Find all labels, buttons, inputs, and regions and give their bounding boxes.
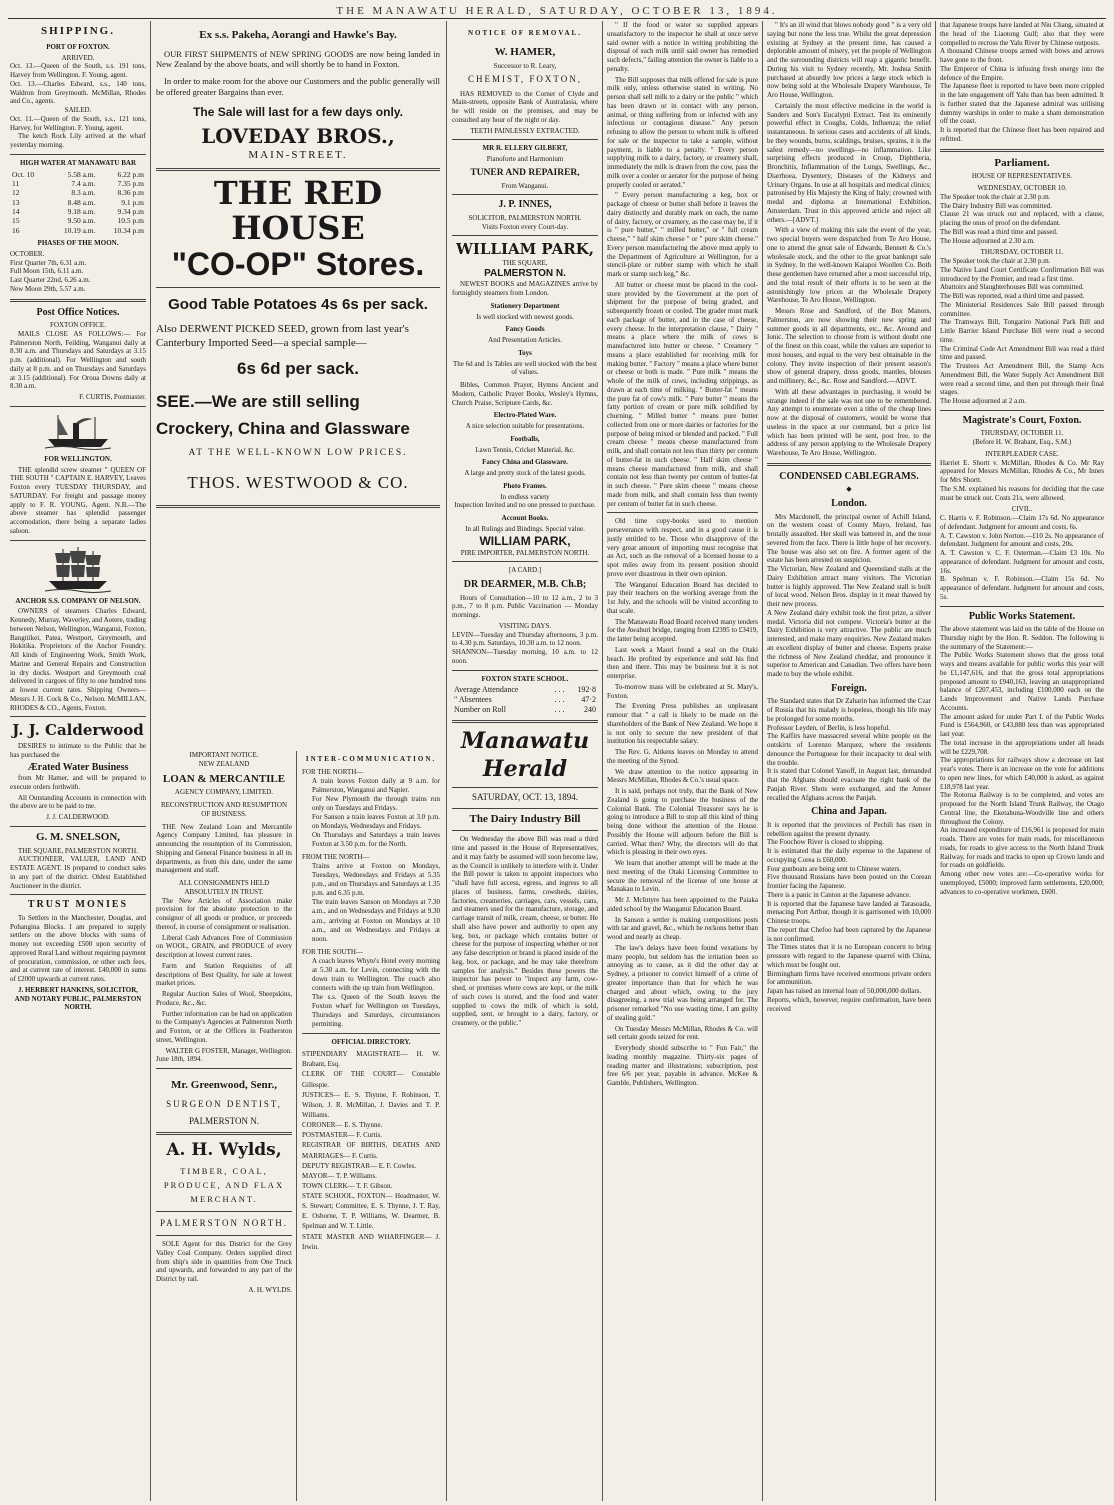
chemist-heading: CHEMIST, FOXTON,	[468, 74, 582, 85]
article-paragraph: All butter or cheese must be placed in the cool-store provided by the Government at the port of shipment for the purpose of being graded, and subsequently frozen or cooled. The grader must mark each package of butter, and in the case of cheese, every cheese. In the interpretation clause, " Dairy " means a place where the milk of cows is manufactured into butter or cheese. " Creamery " means a place established for receiving milk for making butter. " Factory " means a place where butter or cheese or both is made. " Pure milk " means the whole of the milk of cows, including strippings, as drawn at each time of milking. " Butter-fat " means the pure fat of cow's milk. " Pure butter " means the fatty portion of cream or pure milk solidified by churning. " Milled butter " means pure butter collected from one or more dairies or factories for the purpose of being mixed or blended and packed. " Full cream cheese " means cheese manufactured from milk, and shall contain not less than thirty per centum of butter-fat in such cheese. " Half skim cheese " means cheese manufactured from milk, and shall contain not less than twenty per centum of butter-fat in such cheese. " Pure skim cheese " means cheese made from milk, and shall contain less than twenty per centum of butter fat in such cheese.	[607, 280, 758, 508]
tide-row-cell: 10.19 a.m.	[63, 225, 96, 235]
article-paragraph: The Manawatu Road Board received many tenders for the Awahuri bridge, ranging from £2395 to £3419, the latter being accepted.	[607, 617, 758, 643]
civil-heading: CIVIL.	[1011, 505, 1033, 514]
tide-row-cell: 7.4 a.m.	[71, 178, 96, 188]
school-row	[452, 705, 598, 715]
inter-communication	[302, 751, 440, 1252]
football-heading: Footballs,	[510, 434, 540, 443]
south-text: A coach leaves Whyte's Hotel every morning at 5.30 a.m. for Levin, connecting with the down train to Wellington. The coach also connects with the up train from Wellington. The s.s. Queen of the South leaves the Foxton wharf for Wellington on Tuesdays, Thursdays and Saturdays, circumstances permitting.	[312, 956, 440, 1029]
loveday-heading: LOVEDAY BROS.,	[201, 124, 395, 149]
magistrate-text: Harriet E. Shortt v. McMillan, Rhodes & Co. Mr Ray appeared for Messrs McMillan, Rhodes & Co., Mr Innes for Mrs Shortt. The S.M. explained his reasons for deciding that the case must be struck out. Costs 21s, were allowed.	[940, 458, 1104, 502]
tide-row-cell: 9.34 p.m	[117, 207, 144, 216]
electro-heading: Electro-Plated Ware.	[493, 411, 557, 420]
article-paragraph: With all these advantages in purchasing, it would be strange indeed if the sale was not one to be remembered. Any attempt to enumerate even a tithe of the cheap lines now at the disposal of customers, would be worse that useless in the space at our command, but a price list which has been printed will be sent, post free, to the address of any person applying to the Wholesale Drapery Warehouse, Te Aro House, Wellington.	[767, 387, 931, 457]
photo-text: In endless variety	[500, 492, 550, 501]
masthead: THE MANAWATU HERALD, SATURDAY, OCTOBER 13, 1894.	[336, 5, 778, 17]
dearmer-text: Hours of Consultation—10 to 12 a.m., 2 to 3 p.m., 7 to 8 p.m. Public Vaccination — Monday mornings.	[452, 593, 598, 620]
article-paragraph: " Every person manufacturing a keg, box or package of cheese or butter shall before it leaves the dairy distinctly and durably mark on each, the name of dairy, factory, or creamery, as the case may be, if it is " pure butter," " milled butter," or " full cream cheese," " half skim cheese " or " pure skim cheese." Every person manufacturing the above must apply to the Department of Agriculture at Wellington, for a stencil-plate or rubber stamp with which he shall mark or stamp such keg," &c.	[607, 191, 758, 278]
school-row	[452, 695, 598, 705]
article-paragraph: In Sanson a settler is making compositions posts with tar and gravel, &c., which he reckons better than wood and nearly as cheap.	[607, 915, 758, 941]
divider	[156, 1235, 292, 1236]
wednesday-heading: WEDNESDAY, OCTOBER 10.	[977, 184, 1067, 192]
divider	[10, 299, 146, 302]
park2-sub: PIRE IMPORTER, PALMERSTON NORTH.	[460, 548, 590, 557]
school-row	[452, 685, 598, 695]
sale-heading: The Sale will last for a few days only.	[193, 105, 403, 120]
tide-row-cell: 13	[12, 197, 20, 207]
article-paragraph: Messrs Rose and Sandford, of the Box Manors, Palmerston, are now showing their new spring and summer goods in all departments, etc., &c. Around and Ionic. The selection to choose from is without doubt one of the finest on this coast, while the values are superior to most houses, and equal to the very best obtainable in the colony. They invite inspection of their present season's show of general drapery, dress goods, mantles, blouses and millinery, &c., &c. Rose and Sandford.—ADVT.	[767, 307, 931, 385]
low-prices: AT THE WELL-KNOWN LOW PRICES.	[188, 448, 408, 459]
park-text: NEWEST BOOKS and MAGAZINES arrive by fortnightly steamers from London.	[452, 280, 598, 298]
tide-table	[10, 170, 146, 236]
visiting-text: LEVIN—Tuesday and Thursday afternoons, 3 p.m. to 4.30 p.m. Saturdays, 10.30 a.m. to 12 noon. SHANNON—Tuesday morning, 10 a.m. to 12 noon.	[452, 630, 598, 665]
tide-row-cell: 10.5 p.m	[117, 216, 144, 226]
wylds-sub: TIMBER, COAL, PRODUCE, AND FLAX MERCHANT.	[163, 1165, 285, 1205]
tide-row-cell: 5.58 a.m.	[67, 169, 96, 179]
crockery-heading: SEE.—We are still selling Crockery, China and Glassware	[156, 391, 410, 438]
wellington-heading: FOR WELLINGTON.	[44, 454, 112, 463]
divider	[10, 154, 146, 155]
school-row-cell: 47·2	[581, 695, 596, 705]
herald-date: SATURDAY, OCT. 13, 1894.	[471, 792, 579, 803]
divider	[156, 1211, 292, 1212]
column-rule	[762, 21, 763, 1501]
account-heading: Account Books.	[501, 514, 549, 523]
loan-text-2: The New Articles of Association make provision for the absolute protection to the consignor of all goods or produce, or proceeds thereof, in course of consignment or realisation.	[156, 896, 292, 931]
inter-heading: INTER-COMMUNICATION.	[305, 755, 437, 763]
tide-row	[10, 198, 146, 207]
hamer-text: HAS REMOVED to the Corner of Clyde and Main-streets, opposite Bank of Australasia, where he will reside on the premises, and may be consulted any hour of the night or day.	[452, 89, 598, 124]
china-japan-text: It is reported that the provinces of Pechili has risen in rebellion against the present dynasty. The Foochow River is closed to shipping. It is estimated that the daily expense to the Japanese of occupying Corea is £60,000. Four gunboats are being sent to Chinese waters. Five thousand Russians have been posted on the Corean frontier facing the Japanese. There is a panic in Canton at the Japanese advance. It is reported that the Japanese have landed at Tarasoada, menacing Port Arthur, though it is garrisoned with 10,000 Chinese troops. The report that Chefoo had been captured by the Japanese is not confirmed. The Times states that it is no European concern to bring pressure with regard to the Japanese quarrel with China, which must be fought out. Birmingham firms have received enormous private orders for ammunition. Japan has raised an internal loan of 50,000,000 dollars. Reports, which, however, require confirmation, have been received	[767, 820, 931, 1013]
divider	[156, 287, 440, 288]
tide-row	[10, 226, 146, 235]
hankins-sign: J. HERBERT HANKINS, SOLICITOR, AND NOTARY PUBLIC, PALMERSTON NORTH.	[14, 985, 142, 1012]
article-paragraph: " It's an ill wind that blows nobody good " is a very old saying but none the less true. Whilst the great depression existing at Sydney at the present time, has caused a deplorable amount of misery, yet the people of Wellington and the surrounding districts will reap a gigantic benefit. During his visit to Sydney recently, Mr. Joshua Smith purchased at absurdly low prices a large stock which is now being sold at the Wholesale Drapery Warehouse, Te Aro House, Wellington.	[767, 21, 931, 99]
pakeha-text-2: In order to make room for the above our Customers and the public generally will be offered greater Bargains than ever.	[156, 76, 440, 97]
snelson-heading: G. M. SNELSON,	[35, 830, 121, 843]
fancy-text: And Presentation Articles.	[488, 336, 562, 345]
removal-heading: NOTICE OF REMOVAL.	[468, 29, 582, 37]
school-table	[452, 685, 598, 715]
tide-row-cell: 6.22 p.m	[117, 169, 144, 179]
moon-heading: PHASES OF THE MOON.	[37, 239, 119, 248]
post-office-heading: Post Office Notices.	[36, 306, 120, 318]
school-heading: FOXTON STATE SCHOOL.	[481, 674, 569, 683]
potatoes-heading: Good Table Potatoes 4s 6s per sack.	[168, 296, 428, 314]
bibles-text: Bibles, Common Prayer, Hymns Ancient and Modern, Catholic Prayer Books, Wesley's Hymns, Church Praise, Scripture Cards, &c.	[452, 381, 598, 407]
column-rule	[150, 21, 151, 1501]
loan-mercantile-ad	[156, 751, 292, 1295]
port-heading: PORT OF FOXTON.	[46, 42, 110, 51]
school-row-cell: 240	[584, 705, 596, 715]
divider	[452, 194, 598, 195]
public-works-text: The above statement was laid on the table of the House on Thursday night by the Hon. R. Seddon. The following is the summary of the Statement:— The Public Works Statement shows that the gross total ways and means available for public works this year will be £1,147,616, and that the gross total appropriations proposed amount to £940,163, leaving an unappropriated balance of £207,453, including £100,000 each on the Lands Improvement and Native Lands Purchase Accounts. The amount asked for under Part I. of the Public Works Fund is £564,960, or £43,880 less than was appropriated last year. The total increase in the appropriations under all heads will be £229,708. The appropriations for railways show a decrease on last year's votes. There is an increase on the vote for additions to open new lines, for which £40,000 is asked, as against £18,978 last year. The Rotorua Railway is to be completed, and votes are proposed for the North Island Trunk Railway, the Otago Central line, the Eketahuna-Woodville line and others throughout the Colony. An increased expenditure of £16,961 is proposed for main roads. There are votes for main roads, for miscellaneous roads, for roads to give access to the North Island Trunk Railway, for roads and tracks to open up Crown lands and for roads on goldfields. Among other new votes are:—Co-operative works for unemployed, £5000; improved farm settlements, £20,000; advances to co-operative workmen, £600.	[940, 625, 1104, 896]
calderwood-text: DESIRES to intimate to the Public that he has purchased the	[10, 742, 146, 759]
tide-row-cell: 9.50 a.m.	[67, 216, 96, 226]
divider	[607, 512, 758, 513]
anchor-heading: ANCHOR S.S. COMPANY OF NELSON.	[15, 596, 141, 605]
greenwood-sub: SURGEON DENTIST,	[166, 1098, 282, 1109]
loan-nz: NEW ZEALAND	[198, 759, 250, 768]
calderwood-text-2: from Mr Hamer, and will be prepared to execute orders forthwith.	[10, 774, 146, 791]
sailing-ship-icon	[43, 545, 113, 593]
column-rule	[935, 21, 936, 1501]
article-paragraph: On Tuesday Messrs McMillan, Rhodes & Co. will sell certain goods seized for rent.	[607, 1024, 758, 1042]
greenwood-town: PALMERSTON N.	[188, 1116, 260, 1126]
loan-heading: LOAN & MERCANTILE	[162, 772, 286, 785]
school-row-cell: " Absentees	[454, 695, 492, 705]
account-text: In all Rulings and Bindings. Special value.	[465, 524, 585, 533]
sailed-label: SAILED.	[64, 106, 92, 114]
column-7	[940, 21, 1104, 1501]
trust-monies-text: To Settlers in the Manchester, Douglas, and Pohangina Blocks. I am prepared to supply settlers on the above blocks with sums of money not exceeding £500 upon security of approved Rural Land without requiring payment of procuration, commission, or other such fees, and at current rate of interest. £40,000 in sums of £2000 upwards at current rates.	[10, 913, 146, 984]
column-rule	[602, 21, 603, 1501]
column-4	[452, 21, 598, 1501]
divider	[940, 410, 1104, 411]
calderwood-text-3: All Outstanding Accounts in connection with the above are to be paid to me.	[10, 793, 146, 811]
wylds-sign: A. H. WYLDS.	[248, 1285, 292, 1294]
london-text: Mrs Macdonell, the principal owner of Achill Island, on the western coast of County Mayo, Ireland, has brutally assaulted. Her skull was battered in, and the nose severed from the face. There is little hope of her recovery. The house was also set on fire. A former agent of the estate has been arrested on suspicion. The Victorian, New Zealand and Queensland stalls at the Dairy Exhibition attract many visitors. The Victorian butter is highly approved. The New Zealand stall is built of local wood. Nelson Bros. display in it meat thawed by their new process. A New Zealand dairy exhibit took the first prize, a silver medal. Victoria did not compete. Victoria's butter at the Dairy Exhibition is very attractive. The public are much interested, and make many enquiries. New Zealand makes an excellent display of butter and cheese. Experts praise the richness of New Zealand cheddar, and pronounce it superior to American and Canadian. Two offers have been made to buy the whole exhibit.	[767, 512, 931, 678]
article-paragraph: Mr J. McIntyre has been appointed to the Paiaka aided school by the Wanganui Education Board.	[607, 896, 758, 913]
article-paragraph: The law's delays have been found vexations by many people, but seldom has the irritation been so annoying as to cause, as it did the other day at Sydney, a prisoner to convict himself of a crime of greater importance than that for which he was charged and about which, owing to the jury disagreeing, a new trial was being arranged for. The prisoner remarked "No use wasting time, I am guilty of stealing gold."	[607, 943, 758, 1022]
greenwood-heading: Mr. Greenwood, Senr.,	[171, 1079, 277, 1091]
london-heading: London.	[831, 498, 867, 509]
divider	[156, 505, 440, 508]
toys-heading: Toys	[518, 348, 532, 357]
divider	[452, 787, 598, 788]
divider	[452, 235, 598, 236]
park-town: PALMERSTON N.	[484, 267, 566, 279]
divider	[940, 606, 1104, 607]
article-paragraph: With a view of making this sale the event of the year, two special buyers were despatched from Te Aro House, one to attend the great sale of Edwards, Bennett & Co.'s wholesale stock, and the other to the great bankrupt sale in Sydney. In the well-known Kaiapoi Woollen Co. Both these gentlemen have returned after a most successful trip, and the total result of their efforts is to be seen at the astonishingly low prices at the Wholesale Drapery Warehouse, Te Aro House, Wellington.	[767, 226, 931, 305]
school-row-cell: . . .	[554, 695, 565, 705]
tide-row-cell: 9.1 p.m	[121, 197, 144, 207]
public-works-heading: Public Works Statement.	[968, 610, 1076, 622]
card-label: [A CARD.]	[508, 566, 542, 575]
parliament-sub: HOUSE OF REPRESENTATIVES.	[971, 172, 1073, 181]
tide-row-cell: 10.34 p.m	[113, 225, 144, 235]
arrived-label: ARRIVED.	[61, 53, 95, 62]
tide-heading: HIGH WATER AT MANAWATU BAR	[19, 158, 137, 167]
dearmer-heading: DR DEARMER, M.B. Ch.B;	[463, 579, 587, 591]
wylds-heading: A. H. Wylds,	[166, 1140, 282, 1161]
divider	[940, 149, 1104, 152]
fancy-heading: Fancy Goods	[505, 325, 545, 334]
article-paragraph: The Rev. G. Aitkens leaves on Monday to attend the meeting of the Synod.	[607, 748, 758, 765]
wellington-text: THE splendid screw steamer " QUEEN OF THE SOUTH " CAPTAIN E. HARVEY, Leaves Foxton every TUESDAY THURSDAY, and SATURDAY. For freight and passage money apply to F. R. YOUNG, Agent. N.B.—The above steamer has splendid passenger accomodation, there being a separate ladies saloon.	[10, 465, 146, 535]
school-row-cell: Average Attendance	[454, 685, 519, 695]
article-paragraph: The Evening Press publishes an unpleasant rumour that " a call is likely to be made on the shareholders of the Bank of New Zealand. We hope it is not only to secure the new president of that institution his respectable salary.	[607, 702, 758, 746]
derwent-text: Also DERWENT PICKED SEED, grown from last year's Canterbury Imported Seed—a special sample—	[156, 322, 409, 349]
article-paragraph: Last week a Maori found a seal on the Otaki beach. He profited by experience and sold his find then and there. This may be business but it is not enterprise.	[607, 645, 758, 680]
tide-row-cell: 16	[12, 225, 20, 235]
foreign-heading: Foreign.	[831, 682, 867, 694]
tide-row-cell: 9.18 a.m.	[67, 207, 96, 216]
column-6	[767, 21, 931, 1501]
from-north-text: Trains arrive at Foxton on Mondays, Tuesdays, Wednesdays and Fridays at 5.35 p.m., and on Thursdays and Saturdays at 1.35 p.m. and 6.35 p.m. The train leaves Sanson on Mondays at 7.30 a.m., and on Wednesdays and Fridays at 9.30 a.m., arriving at Foxton on Mondays at 10 a.m., and on Wednesdays and Fridays at noon.	[312, 862, 440, 943]
tide-row-cell: 11	[12, 178, 20, 188]
article-paragraph: " If the food or water so supplied appears unsatisfactory to the inspector he shall at once serve said owner with a notice in writing prohibiting the disposal of such milk until said owner has remedied such defects," failing attention the owner is liable to a penalty.	[607, 21, 758, 73]
calderwood-heading: J. J. Calderwood	[12, 721, 144, 740]
tide-row-cell: 12	[12, 188, 20, 198]
snelson-text: AUCTIONEER, VALUER, LAND AND ESTATE AGENT. IS prepared to conduct sales in any part of the district. Oldest Established Auctioneer in the district.	[10, 855, 146, 890]
tide-row	[10, 179, 146, 188]
china-heading: Fancy China and Glassware.	[482, 458, 568, 467]
dairy-heading: The Dairy Industry Bill	[469, 812, 581, 825]
snelson-sub: THE SQUARE, PALMERSTON NORTH.	[18, 846, 138, 855]
pakeha-text: OUR FIRST SHIPMENTS of NEW SPRING GOODS are now being landed in New Zealand by the above boats, and will shortly be to hand in Foxton.	[156, 48, 440, 70]
magistrate-before: (Before H. W. Brabant, Esq., S.M.)	[972, 438, 1072, 446]
loan-text-6: Further information can be had on application to the Company's Agencies at Palmerston North and Foxton, or at the Offices in Featherston street, Wellington.	[156, 1009, 292, 1044]
stationery-text: Is well stocked with newest goods.	[476, 312, 574, 321]
photo-heading: Photo Frames.	[503, 481, 547, 490]
loan-text-3: Liberal Cash Advances Free of Commission on WOOL, GRAIN, and PRODUCE of every description at lowest current rates.	[156, 933, 292, 959]
calderwood-sign: J. J. CALDERWOOD.	[46, 813, 110, 822]
wylds-town: PALMERSTON NORTH.	[160, 1217, 288, 1228]
main-street: MAIN-STREET.	[248, 149, 348, 162]
football-text: Lawn Tennis, Cricket Material, &c.	[475, 445, 575, 454]
loan-date: June 18th, 1894.	[156, 1055, 203, 1064]
divider	[156, 168, 440, 171]
loan-notice: IMPORTANT NOTICE.	[189, 751, 259, 759]
article-paragraph: To-morrow mass will be celebrated at St. Mary's, Foxton.	[607, 682, 758, 700]
interpleader-heading: INTERPLEADER CASE.	[985, 449, 1059, 458]
divider	[10, 894, 146, 895]
article-paragraph: We learn that another attempt will be made at the next meeting of the Otaki Licensing Committee to secure the removal of the license of one house at Manakau to Levin.	[607, 859, 758, 894]
loan-sub: AGENCY COMPANY, LIMITED.	[174, 788, 274, 797]
herald-masthead: Manawatu Herald	[460, 728, 590, 782]
north-text: A train leaves Foxton daily at 9 a.m. for Palmerston, Wanganui and Napier. For New Plymouth the through trains run only on Tuesdays and Fridays. For Sanson a train leaves Foxton at 3.0 p.m. on Mondays, Wednesdays and Fridays. On Thursdays and Saturdays a train leaves Foxton at 3.50 p.m. for the North.	[312, 776, 440, 849]
parliament-heading: Parliament.	[994, 156, 1050, 169]
westwood-heading: THOS. WESTWOOD & CO.	[187, 472, 409, 492]
tide-row-cell: 15	[12, 216, 20, 226]
article-paragraph: It is said, perhaps not truly, that the Bank of New Zealand is going to purchase the business of the Colonial Bank. The Colonial Treasurer says he is going to introduce a Bill to stop all this kind of thing being done without the attention of the House. Possibly the House will adjourn before the Bill is carried. What then? Why, the directors will do that which is pleasing in their own eyes.	[607, 787, 758, 857]
tide-row-cell: 7.35 p.m	[117, 178, 144, 188]
magistrate-heading: Magistrate's Court, Foxton.	[962, 414, 1082, 426]
divider	[452, 670, 598, 671]
divider	[10, 540, 146, 541]
school-row-cell: Number on Roll	[454, 705, 506, 715]
tide-row	[10, 207, 146, 216]
foreign-text: The Standard states that Dr Zaharin has informed the Czar of Russia that his malady is hopeless, though his life may be prolonged for some months. Professor Leyden, of Berlin, is less hopeful. The Kaffirs have massacred several white people on the outskirts of Lorenzo Marquez, where the residents denounce the Portuguese for their incapacity to deal with the trouble. It is stated that Colonel Yanoff, in August last, demanded that the Afghans should evacuate the right bank of the Panjah River. Shots were exchanged, and the Ameer recalled the Afghans across the Panjah.	[767, 697, 931, 802]
hamer-heading: W. HAMER,	[494, 45, 556, 58]
divider	[10, 826, 146, 827]
china-japan-continued: that Japanese troops have landed at Niu Chang, situated at the head of the Liaotong Gulf; also that they were compelled to recross the Yalu River by Chinese outposts. A thousand Chinese troops armed with bows and arrows have gone to the front. The Emperor of China is infusing fresh energy into the defence of the Empire. The Japanese fleet is reported to have been more crippled in the late engagement off Yalu than has been admitted. It is further stated that the Japanese admiral was utilising dummy warships in order to make a sham demonstration off the coast. It is reported that the Chinese fleet has been repaired and refitted.	[940, 21, 1104, 143]
divider	[156, 1132, 292, 1135]
tide-row-cell: 14	[12, 207, 20, 216]
divider	[452, 808, 598, 809]
dairy-text: On Wednesday the above Bill was read a third time and passed in the House of Representatives, and it may fairly be assumed will soon become law, as the Council is unlikely to interfere with it. Under the Bill power is taken to appoint inspectors who "shall have full access, egress, and ingress to all places of business, farms, cowsheds, dairies, factories, creameries, carriages, cars, vessels, cans, and steamers used for the manufacture, storage, and carriage transit of milk, cream, cheese, or butter. He shall also have power and authority to open any keg, box, or package which contains butter or cheese for the purpose of inspecting whether or not any false description or brand is placed inside of the keg, box, or package, and he may take therefrom samples for analysis." Besides these powers the inspector has power to "inspect any farm, cow-shed, or premises where cows are kept, or the milk of such cows is stored, and the food and water supplied to cows the milk of which is sold, supplied, sent, or brought to a dairy, factory, or creamery, or the public."	[452, 835, 598, 1028]
red-house-heading: THE RED HOUSE	[213, 174, 383, 248]
innes-sub: SOLICITOR, PALMERSTON NORTH.	[468, 213, 582, 222]
divider	[452, 139, 598, 140]
post-office-sign: F. CURTIS, Postmaster.	[79, 393, 146, 402]
park-square: THE SQUARE,	[502, 259, 548, 268]
magistrate-date: THURSDAY, OCTOBER 11.	[980, 429, 1064, 438]
coop-heading: "CO-OP" Stores.	[171, 246, 425, 283]
visiting-heading: VISITING DAYS.	[498, 621, 552, 630]
gilbert-heading: MR R. ELLERY GILBERT,	[482, 144, 568, 153]
anchor-text: OWNERS of steamers Charles Edward, Kennedy, Murray, Waverley, and Aotere, trading between Nelson, Wellington, Wanganui, Foxton, Bangitikei, Patea, Westport, Greymouth, and Hokitika. Proprietors of the Anchor Foundry. All kinds of Engineering Work, Smith Work, Marine and General Repairs and Construction in dry docks. Westport and Greymouth coal delivered in cargoes of fifty to one hundred tons at lowest current rates. Shipping Owners—Messrs J. H. Cock & Co., Nelson. McMILLAN, RHODES & CO., Agents, Foxton.	[10, 607, 146, 712]
thursday-text: The Speaker took the chair at 2.30 p.m. The Native Land Court Certificate Confirmation Bill was introduced by the Premier, and read a first time. Abattoirs and Slaughterhouses Bill was committed. The Bill was reported, read a third time and passed. The Ministerial Residences Sale Bill passed through committee. The Tramways Bill, Tongariro National Park Bill and Little Barrier Island Purchase Bill were read a second time. The Criminal Code Act Amendment Bill was read a third time and passed. The Trustees Act Amendment Bill, the Stamp Acts Amendment Bill, the Water Supply Act Amendment Bill were read a second time, and then put through their final stages. The House adjourned at 2 a.m.	[940, 257, 1104, 405]
column-rule	[296, 751, 297, 1501]
article-paragraph: The Bill supposes that milk offered for sale is pure milk only, unless otherwise stated in writing. No person shall sell milk to a dairy or the public " which has been drawn or in contact with any person, animal, or thing suffering from or infected with any infectious or contagious disease." Any person refusing to allow the person to whom milk is offered for sale or the inspector to take a sample, without payment, is liable to a penalty. " Every person supplying milk to a dairy, factory, or creamery shall, immediately the milk is drawn from the cow, pass the milk over a cooler or aerator for the purpose of being properly cooled or aerated."	[607, 75, 758, 189]
article-paragraph: Certainly the most effective medicine in the world is Sanders and Son's Eucalypti Extract. Test its eminently powerful effect in Coughs, Colds, Influenza; the relief instantaneous. In serious cases and accidents of all kinds, be they wounds, burns, scaldings, bruises, sprains, it is the safest remedy—no swellings—no inflammation. Like surprising effects produced in Croup, Diphtheria, Bronchitis, Inflammation of the Lungs, Swellings, &c., Diarrhoea, Dysentery, Diseases of the Kidneys and Urinary Organs. In use at all hospitals and medical clinics; patronised by His Majesty the King of Italy; crowned with medal and diploma at International Exhibition, Amsterdam. Trust in this approved article and reject all others.—[ADVT.]	[767, 101, 931, 224]
cables-heading: CONDENSED CABLEGRAMS.	[779, 470, 919, 482]
official-text: STIPENDIARY MAGISTRATE— H. W. Brabant, Esq. CLERK OF THE COURT— Constable Gillespie. JUSTICES— E. S. Thynne, F. Robinson, T. Wilson, J. R. McMillan, J. Davies and T. P. Williams. CORONER— E. S. Thynne. POSTMASTER— F. Curtis. REGISTRAR OF BIRTHS, DEATHS AND MARRIAGES— F. Curtis. DEPUTY REGISTRAR— E. F. Cowles. MAYOR— T. P. Williams. TOWN CLERK— T. F. Gibson. STATE SCHOOL, FOXTON— Headmaster, W. S. Stewart; Committee, E. S. Thynne, J. T. Ray, E. Osborne, T. P. Williams, W. Dearmer, B. Spelman and W. T. Little. STATE MASTER AND WHARFINGER— J. Irwin.	[302, 1050, 440, 1251]
column-2	[156, 21, 440, 1501]
inspect-text: Inspection Invited and no one pressed to purchase.	[454, 501, 596, 510]
moon-text: OCTOBER. First Quarter 7th, 6.31 a.m. Full Moon 15th, 6.11 a.m. Last Quarter 22nd, 6.26 a.m. New Moon 29th, 5.57 a.m.	[10, 249, 91, 293]
wylds-text: SOLE Agent for this District for the Grey Valley Coal Company. Orders supplied direct from ship's side in quantities from One Truck and upwards, and forwarded to any part of the District by rail.	[156, 1240, 292, 1284]
innes-visit: Visits Foxton every Court-day.	[481, 222, 569, 231]
diamond-icon: ◆	[846, 485, 852, 494]
article-paragraph: The Wanganui Education Board has decided to pay their teachers on the working average from the 1st July, and the schools will be visited according to that scale.	[607, 580, 758, 615]
tide-row	[10, 216, 146, 225]
shipping-heading: SHIPPING.	[41, 25, 115, 37]
gilbert-sub: Pianoforte and Harmonium	[486, 155, 564, 163]
china-japan-heading: China and Japan.	[811, 806, 887, 818]
school-row-cell: 192·8	[577, 685, 596, 695]
loan-text: THE New Zealand Loan and Mercantile Agency Company Limited, has pleasure in announcing the resumption of its Commission, Shipping and General Finance business in all its departments, as from this date, under the same management and staff.	[156, 822, 292, 875]
arrivals-text: Oct. 13.—Queen of the South, s.s. 191 tons, Harvey from Wellington. F. Young, agent. Oct. 13.—Charles Edward, s.s., 140 tons, Waldron from Greymouth. McMillan, Rhodes and Co., agents.	[10, 62, 146, 106]
tide-row-cell: 8.36 p.m	[117, 188, 144, 198]
column-rule	[446, 21, 447, 1501]
article-paragraph: Everybody should subscribe to " Fun Fair," the leading monthly magazine. Thirty-six pages of reading matter and illustrations; subscription, post free 6/6 per year, payable in advance. McKee & Gamble, Publishers, Wellington.	[607, 1044, 758, 1087]
tide-row	[10, 188, 146, 197]
china-text: A large and pretty stock of the latest goods.	[464, 469, 586, 478]
from-north-heading: FROM THE NORTH—	[302, 853, 370, 862]
aerated-water-heading: Ærated Water Business	[27, 761, 129, 773]
loan-sign: WALTER G FOSTER, Manager, Wellington.	[165, 1046, 292, 1055]
columns	[10, 21, 1104, 1501]
loan-text-5: Regular Auction Sales of Wool, Sheepskins, Produce, &c., &c.	[156, 990, 292, 1007]
south-heading: FOR THE SOUTH—	[302, 947, 363, 956]
tide-row-cell: Oct. 10	[12, 169, 35, 179]
gilbert-from: From Wanganui.	[501, 181, 549, 190]
school-row-cell: . . .	[554, 685, 565, 695]
sailings-text: Oct. 11.—Queen of the South, s.s., 121 tons, Harvey, for Wellington. F. Young, agent.	[10, 114, 146, 132]
park2-heading: WILLIAM PARK,	[479, 533, 571, 548]
school-row-cell: . . .	[554, 705, 565, 715]
post-office-text: MAILS CLOSE AS FOLLOWS:— For Palmerston North, Feilding, Wanganui daily at 8.30 a.m. and Thursdays and Saturdays at 3.15 p.m. (additional). For Wellington and south daily at 8 p.m. and on Thursdays and Saturdays at 3.15 (additional). For Oroua Downs daily at 8.30 a.m.	[10, 329, 146, 391]
column-1	[10, 21, 146, 1501]
toys-text: The 6d and 1s Tables are well stocked with the best of values.	[452, 359, 597, 377]
innes-heading: J. P. INNES,	[498, 199, 552, 211]
tide-row-cell: 8.3 a.m.	[71, 188, 96, 198]
loan-text-4: Farm and Station Requisites of all descriptions of Best Quality, for sale at lowest market prices.	[156, 961, 292, 988]
divider	[452, 561, 598, 562]
column-5	[607, 21, 758, 1501]
trust-monies-heading: TRUST MONIES	[27, 899, 129, 911]
masthead-rule	[8, 18, 1106, 19]
divider	[156, 1068, 292, 1069]
loan-consign: ALL CONSIGNMENTS HELD ABSOLUTELY IN TRUST.	[178, 879, 270, 896]
divider	[767, 463, 931, 466]
civil-text: C. Harris v. F. Robinson.—Claim 17s 6d. No appearance of defendant. Judgment for amount and costs, 6s. A. T. Cawston v. John Norton.—£10 2s. No appearance of defendant. Judgment for amount and costs, 20s. A. T. Cawston v. C. F. Osterman.—Claim £3 10s. No appearance of defendant. Judgment for amount and costs, 16s. B. Spelman v. F. Robinson.—Claim 15s 6d. No appearance of defendant. Judgment for amount and costs, 5s.	[940, 514, 1104, 601]
divider	[302, 1033, 440, 1034]
electro-text: A nice selection suitable for presentations.	[465, 422, 585, 431]
thursday-heading: THURSDAY, OCTOBER 11.	[980, 248, 1064, 257]
loan-recon: RECONSTRUCTION AND RESUMPTION OF BUSINESS.	[160, 801, 287, 818]
tuner-heading: TUNER AND REPAIRER,	[470, 167, 580, 178]
stationery-heading: Stationery Department	[490, 301, 560, 310]
divider	[10, 716, 146, 717]
teeth-text: TEETH PAINLESSLY EXTRACTED.	[470, 126, 580, 135]
article-paragraph: We draw attention to the notice appearing in Messrs McMillan, Rhodes & Co.'s usual space.	[607, 767, 758, 785]
park-heading: WILLIAM PARK,	[456, 240, 594, 259]
divider	[452, 830, 598, 831]
steamer-icon	[43, 411, 113, 451]
hamer-sub: Successor to R. Leary,	[493, 61, 557, 70]
ketch-text: The ketch Rock Lily arrived at the wharf yesterday morning.	[10, 132, 146, 149]
post-office-sub: FOXTON OFFICE.	[50, 321, 106, 330]
north-heading: FOR THE NORTH—	[302, 767, 364, 776]
derwent-price: 6s 6d per sack.	[237, 359, 359, 379]
pakeha-heading: Ex s.s. Pakeha, Aorangi and Hawke's Bay.	[199, 29, 397, 41]
divider	[452, 720, 598, 723]
article-paragraph: Old time copy-books used to mention perseverance with respect, and in a good cause it is justly entitled to be. Those who disapprove of the very great amount of importing must recognise that an Act, such as the removal of a licensed house to a spot miles away from its present position should prove ever disastrous in their own opinion.	[607, 517, 758, 578]
tide-row-cell: 8.48 a.m.	[67, 197, 96, 207]
divider	[10, 406, 146, 407]
official-heading: OFFICIAL DIRECTORY.	[331, 1038, 411, 1047]
tide-row	[10, 170, 146, 179]
wednesday-text: The Speaker took the chair at 2.30 p.m. The Dairy Industry Bill was committed. Clause 21 was struck out and replaced, with a clause, placing the onus of proof on the defendant. The Bill was read a third time and passed. The House adjourned at 2.30 a.m.	[940, 192, 1104, 245]
